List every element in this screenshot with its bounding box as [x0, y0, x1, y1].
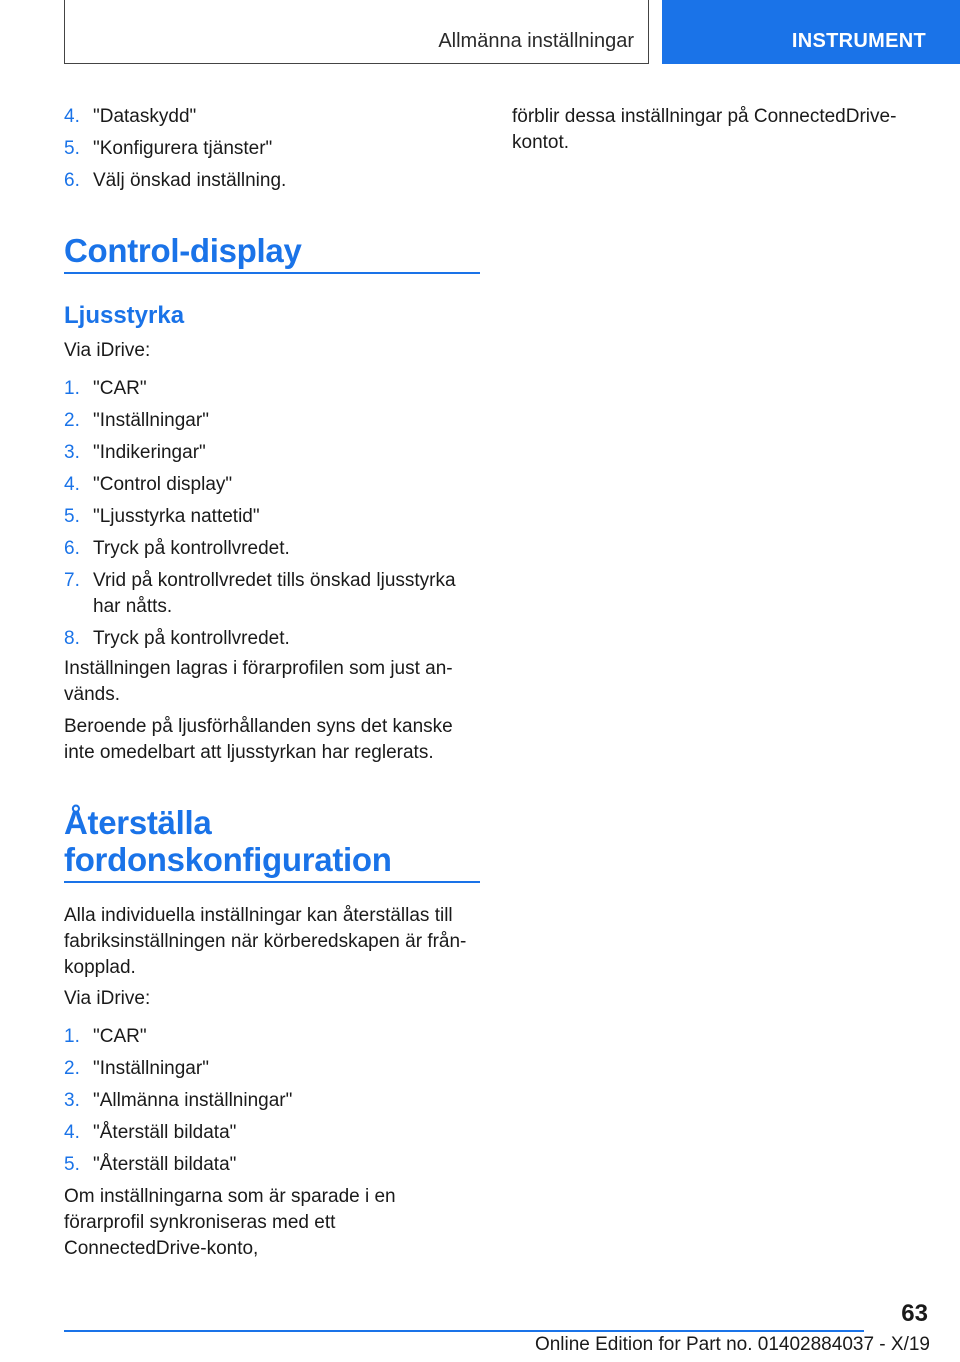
step-number: 5. — [64, 138, 80, 159]
step-number: 7. — [64, 570, 80, 591]
step-number: 4. — [64, 474, 80, 495]
step-number: 1. — [64, 378, 80, 399]
step-number: 5. — [64, 506, 80, 527]
paragraph-continued: förblir dessa inställningar på ConnectedDrive-kontot. — [512, 106, 897, 153]
chapter-tab: INSTRUMENT — [662, 0, 960, 64]
footer-edition: Online Edition for Part no. 01402884037 - X/19 — [534, 1334, 930, 1355]
step-number: 1. — [64, 1026, 80, 1047]
step-number: 2. — [64, 1058, 80, 1079]
step-text: "Indikeringar" — [93, 442, 206, 463]
step-number: 4. — [64, 1122, 80, 1143]
step-text: "Återställ bildata" — [93, 1122, 237, 1143]
step-number: 4. — [64, 106, 80, 127]
step-number: 6. — [64, 170, 80, 191]
step-number: 8. — [64, 628, 80, 649]
step-text: Vrid på kontrollvredet tills önskad ljusstyrka har nåtts. — [93, 570, 456, 617]
step-text: "Konfigurera tjänster" — [93, 138, 273, 159]
subheading-brightness: Ljusstyrka — [64, 302, 185, 329]
heading-rule — [64, 881, 480, 883]
header-section-title: Allmänna inställningar — [438, 30, 634, 52]
step-text: "Återställ bildata" — [93, 1154, 237, 1175]
paragraph-light: Beroende på ljusförhållanden syns det kanske inte omedelbart att ljusstyrkan har reglerats. — [64, 716, 453, 763]
step-text: "Allmänna inställningar" — [93, 1090, 293, 1111]
step-number: 3. — [64, 442, 80, 463]
page-number: 63 — [901, 1300, 928, 1327]
heading-control-display: Control-display — [64, 232, 302, 269]
via-idrive-label: Via iDrive: — [64, 988, 151, 1009]
step-text: "Control display" — [93, 474, 233, 495]
step-text: "Dataskydd" — [93, 106, 197, 127]
step-number: 3. — [64, 1090, 80, 1111]
step-text: "CAR" — [93, 1026, 147, 1047]
heading-rule — [64, 272, 480, 274]
paragraph-reset: Alla individuella inställningar kan återställas till fabriksinställningen när körberedskapen är från-kopplad. — [64, 905, 467, 978]
heading-reset-line1: Återställa — [64, 804, 212, 841]
heading-reset-line2: fordonskonfiguration — [64, 841, 392, 878]
step-text: Välj önskad inställning. — [93, 170, 287, 191]
footer-rule — [64, 1330, 864, 1332]
step-text: "Inställningar" — [93, 1058, 209, 1079]
via-idrive-label: Via iDrive: — [64, 340, 151, 361]
header-frame — [64, 0, 649, 64]
step-text: Tryck på kontrollvredet. — [93, 628, 290, 649]
step-text: "Inställningar" — [93, 410, 209, 431]
paragraph-saved: Inställningen lagras i förarprofilen som just an-vänds. — [64, 658, 453, 705]
step-number: 2. — [64, 410, 80, 431]
step-text: "CAR" — [93, 378, 147, 399]
step-number: 5. — [64, 1154, 80, 1175]
step-text: Tryck på kontrollvredet. — [93, 538, 290, 559]
paragraph-sync: Om inställningarna som är sparade i en förarprofil synkroniseras med ett ConnectedDrive-konto, — [64, 1186, 396, 1259]
step-number: 6. — [64, 538, 80, 559]
step-text: "Ljusstyrka nattetid" — [93, 506, 260, 527]
